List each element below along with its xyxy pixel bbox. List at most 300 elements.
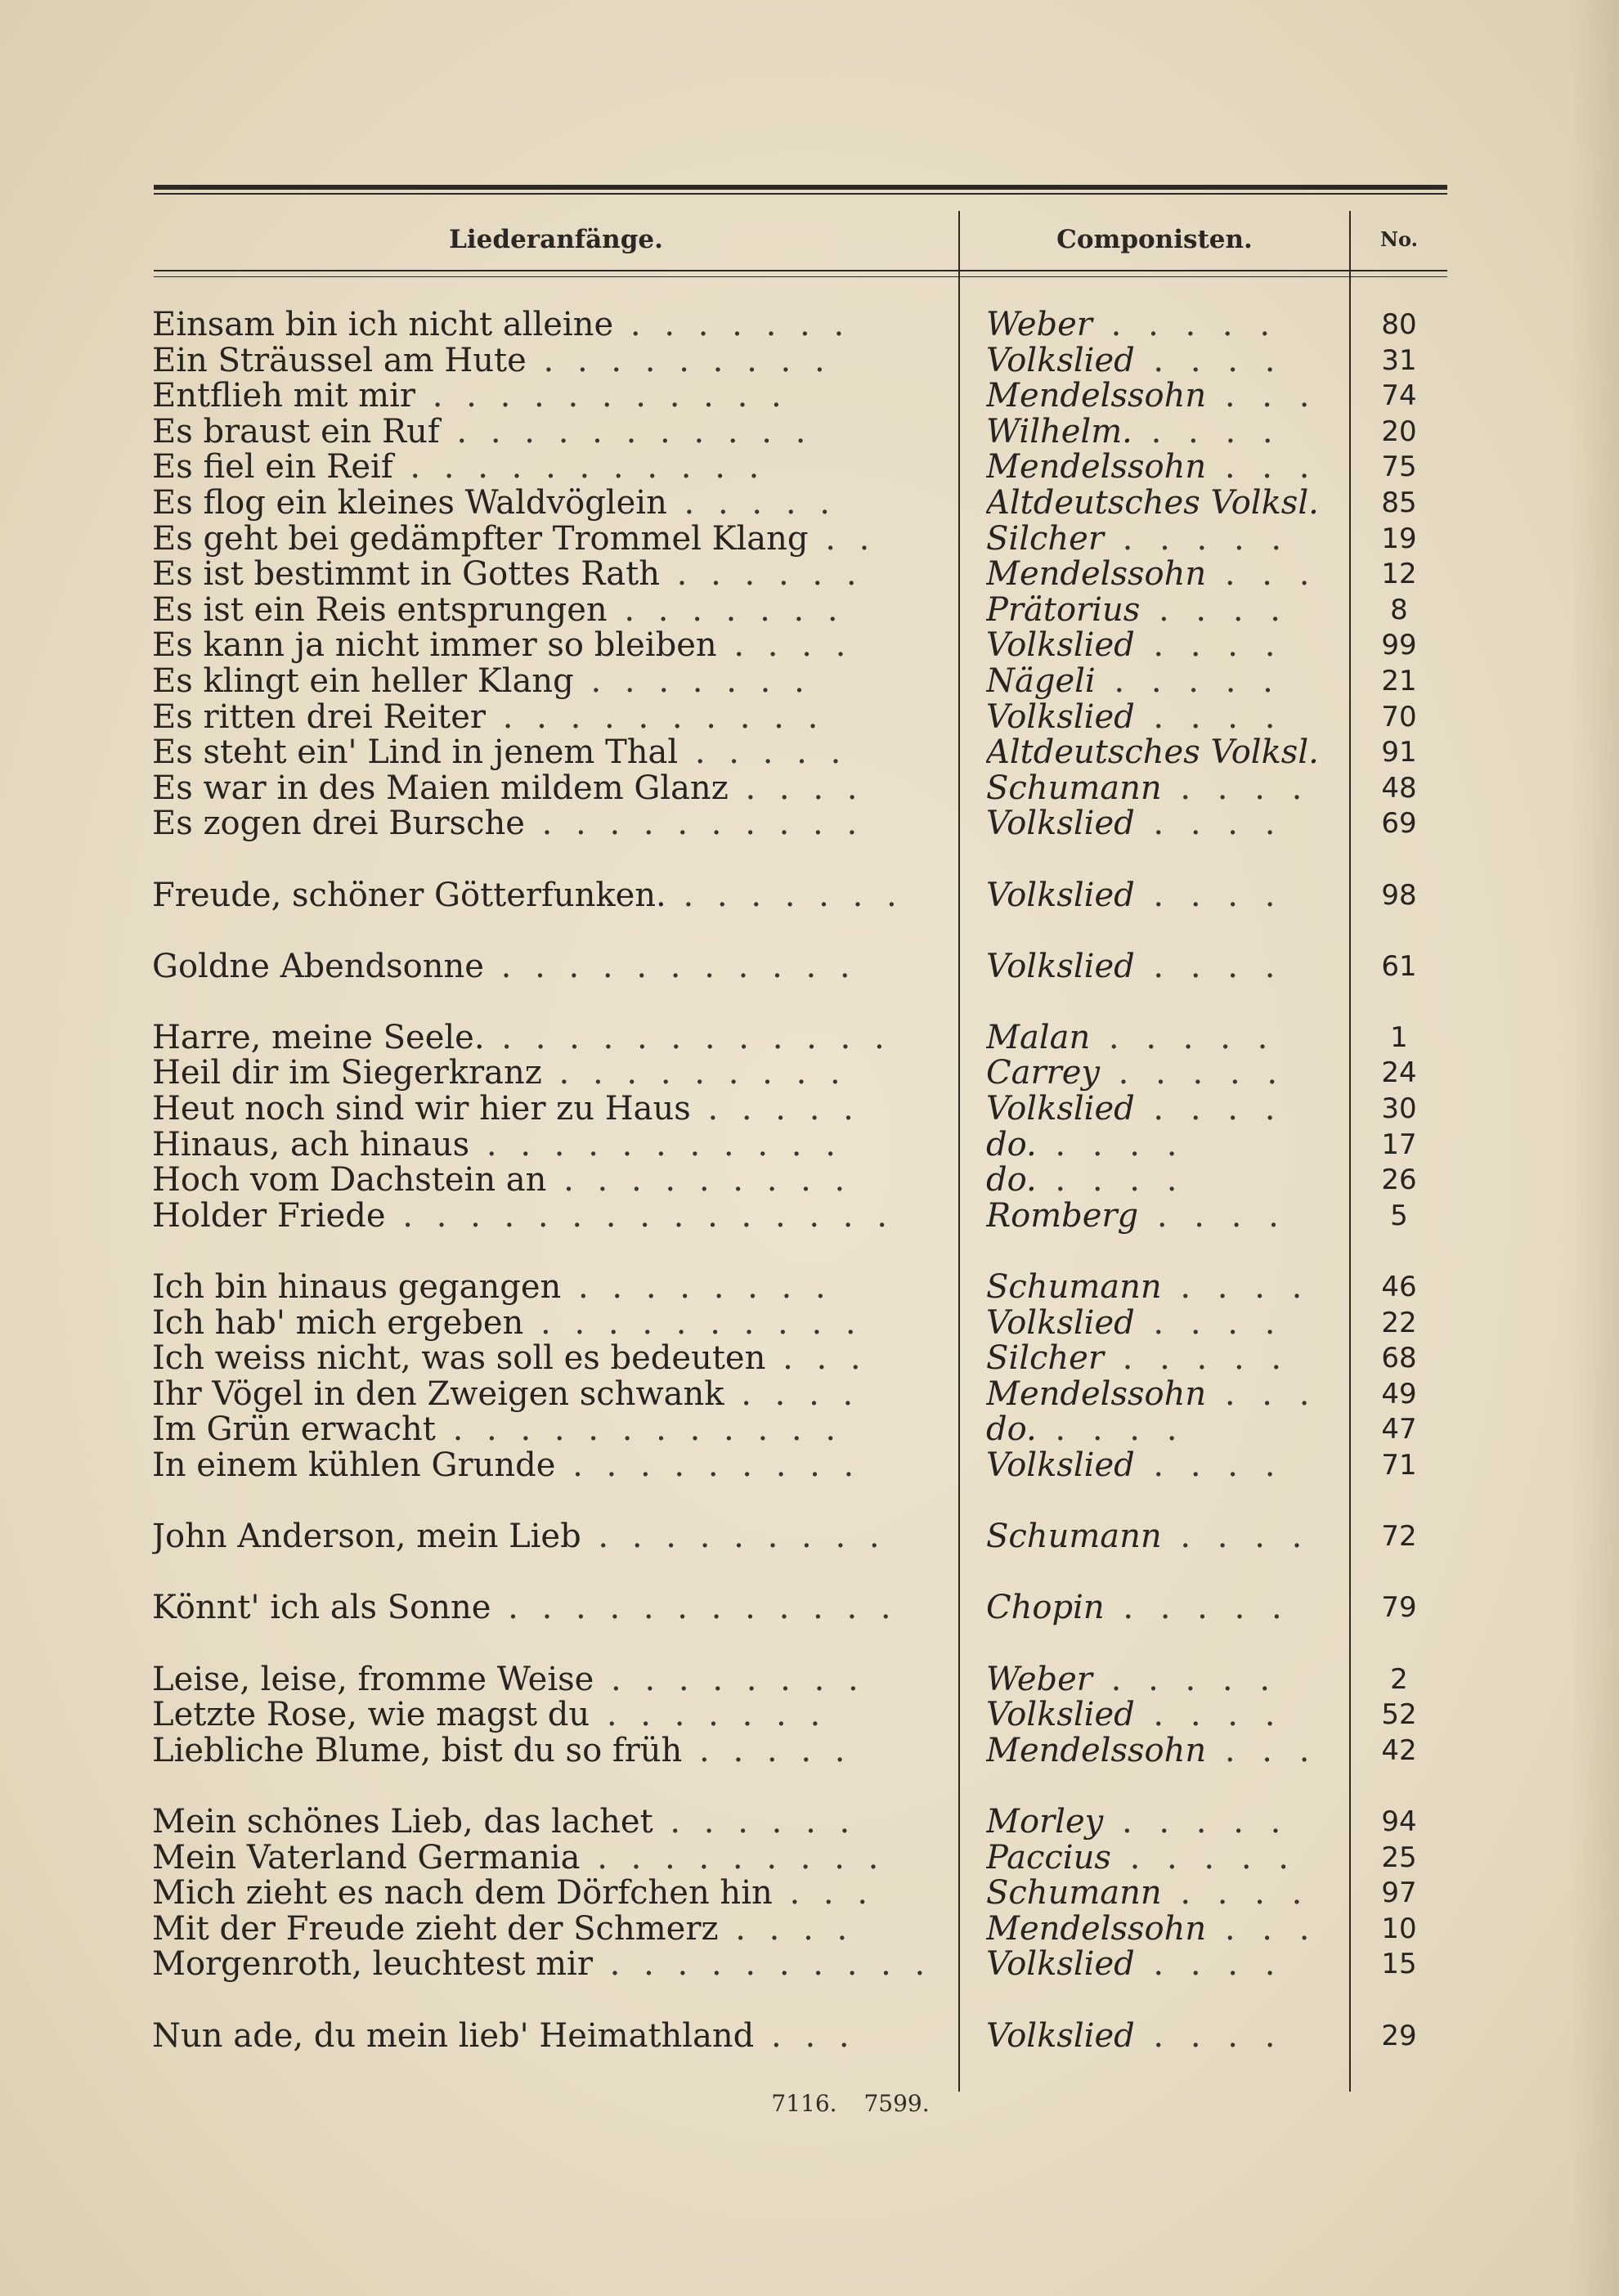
composer-cell: [986, 379, 1346, 415]
song-number: 29: [1381, 2019, 1417, 2052]
table-row: [0, 557, 1619, 593]
composer-name: Wilhelm.: [986, 414, 1132, 451]
leader-dots: . . . . .: [1103, 1341, 1290, 1377]
leader-dots: . . . .: [1161, 1270, 1311, 1306]
group-spacer: [0, 1555, 1619, 1591]
song-title-cell: [152, 735, 953, 771]
song-title: Holder Friede: [152, 1198, 386, 1235]
song-number: 52: [1381, 1698, 1417, 1732]
leader-dots: . . . . . . .: [613, 307, 851, 343]
song-title: Mit der Freude zieht der Schmerz: [152, 1911, 719, 1948]
composer-name: Silcher: [986, 521, 1104, 558]
song-title: Es klingt ein heller Klang: [152, 663, 574, 700]
song-title: Ich hab' mich ergeben: [152, 1305, 524, 1342]
leader-dots: . . . .: [1134, 699, 1284, 736]
composer-name: Volkslied: [986, 343, 1135, 379]
song-title-cell: [152, 307, 953, 343]
leader-dots: . . . . . . . . . .: [486, 699, 825, 736]
leader-dots: . . . . . .: [653, 1804, 857, 1841]
table-row: [0, 1092, 1619, 1128]
leader-dots: . . . . .: [666, 485, 836, 522]
composer-name: Weber: [986, 1661, 1092, 1698]
leader-dots: . . . . . . . . . . .: [392, 450, 766, 486]
table-row: [0, 1912, 1619, 1948]
song-title-cell: [152, 1519, 953, 1555]
column-header-composers: Componisten.: [1056, 225, 1253, 254]
composer-cell: [986, 1306, 1346, 1342]
table-row: [0, 1412, 1619, 1448]
composer-cell: [986, 878, 1346, 914]
song-number: 91: [1381, 736, 1417, 769]
song-title-cell: [152, 771, 953, 807]
group-spacer: [0, 1234, 1619, 1270]
table-row: [0, 1448, 1619, 1484]
table-row: [0, 343, 1619, 379]
leader-dots: . . . . . . . . . . .: [469, 1127, 842, 1164]
composer-cell: [986, 735, 1346, 771]
leader-dots: . . . .: [1140, 592, 1289, 629]
composer-name: Altdeutsches Volksl.: [986, 735, 1319, 771]
song-number: 17: [1381, 1128, 1417, 1161]
leader-dots: . .: [808, 521, 877, 558]
leader-dots: . . . .: [1036, 1163, 1186, 1199]
song-title-cell: [152, 557, 953, 593]
song-number: 10: [1381, 1912, 1417, 1945]
composer-name: Schumann: [986, 770, 1162, 807]
composer-name: Malan: [986, 1020, 1091, 1056]
leader-dots: . . . . . . .: [666, 877, 904, 914]
song-title-cell: [152, 1841, 953, 1877]
column-header-titles: Liederanfänge.: [449, 225, 663, 254]
song-number: 20: [1381, 415, 1417, 448]
song-number: 80: [1381, 308, 1417, 341]
header-rule-thin: [154, 276, 1447, 277]
song-number: 21: [1381, 664, 1417, 697]
table-row: [0, 1805, 1619, 1841]
header-rule: [154, 270, 1447, 271]
leader-dots: . . . .: [1134, 1092, 1284, 1128]
leader-dots: . . . .: [1134, 1448, 1284, 1484]
song-title: Hoch vom Dachstein an: [152, 1163, 547, 1199]
composer-name: Weber: [986, 307, 1092, 343]
composer-cell: [986, 700, 1346, 736]
table-row: [0, 735, 1619, 771]
leader-dots: . . . . .: [1103, 1804, 1289, 1841]
leader-dots: . . . . . . . . .: [581, 1519, 886, 1555]
leader-dots: . . . . . . . . . . . .: [435, 1412, 843, 1448]
song-title-cell: [152, 1448, 953, 1484]
song-number: 47: [1381, 1413, 1417, 1446]
song-title: Ich weiss nicht, was soll es bedeuten: [152, 1341, 766, 1377]
composer-cell: [986, 343, 1346, 379]
composer-name: Paccius: [986, 1840, 1111, 1877]
leader-dots: . . . . .: [1110, 1840, 1298, 1877]
song-title-cell: [152, 1341, 953, 1377]
song-title-cell: [152, 628, 953, 664]
leader-dots: . . .: [772, 1876, 875, 1912]
song-index-table: [0, 307, 1619, 2054]
composer-cell: [986, 1519, 1346, 1555]
composer-name: Mendelssohn: [986, 1911, 1207, 1948]
song-number: 30: [1381, 1092, 1417, 1126]
song-title: Im Grün erwacht: [152, 1412, 436, 1448]
song-number: 97: [1381, 1877, 1417, 1910]
composer-name: Prätorius: [986, 592, 1141, 629]
song-title-cell: [152, 450, 953, 486]
table-row: [0, 1270, 1619, 1306]
leader-dots: . . .: [1206, 557, 1318, 593]
composer-cell: [986, 806, 1346, 842]
leader-dots: . . . . .: [1099, 1056, 1286, 1092]
song-title-cell: [152, 1733, 953, 1769]
leader-dots: . . . . .: [678, 735, 848, 771]
song-title-cell: [152, 343, 953, 379]
song-title-cell: [152, 1020, 953, 1056]
composer-name: Schumann: [986, 1876, 1162, 1912]
song-title: Es war in des Maien mildem Glanz: [152, 770, 729, 807]
song-title: Entflieh mit mir: [152, 379, 416, 415]
song-title: Freude, schöner Götterfunken.: [152, 877, 666, 914]
leader-dots: . . . .: [728, 770, 864, 807]
composer-name: Morley: [986, 1804, 1104, 1841]
leader-dots: . . . . . . . . . . .: [439, 414, 813, 451]
leader-dots: . . . . . . .: [573, 663, 811, 700]
composer-cell: [986, 949, 1346, 985]
leader-dots: . . . . . . . . . .: [524, 806, 864, 842]
song-number: 70: [1381, 700, 1417, 733]
table-row: [0, 664, 1619, 700]
leader-dots: . . . .: [1161, 1876, 1311, 1912]
song-number: 99: [1381, 629, 1417, 662]
song-title-cell: [152, 1590, 953, 1626]
song-number: 69: [1381, 807, 1417, 841]
composer-name: Altdeutsches Volksl.: [986, 485, 1319, 522]
leader-dots: . . . . . .: [659, 557, 863, 593]
leader-dots: . . . . . . . . . . . . . . .: [385, 1198, 894, 1235]
song-title-cell: [152, 1805, 953, 1841]
song-number: 49: [1381, 1377, 1417, 1410]
composer-cell: [986, 1841, 1346, 1877]
composer-cell: [986, 1128, 1346, 1164]
song-title: Liebliche Blume, bist du so früh: [152, 1733, 683, 1769]
group-spacer: [0, 1626, 1619, 1662]
leader-dots: . . .: [765, 1341, 868, 1377]
table-row: [0, 1947, 1619, 1983]
song-title-cell: [152, 415, 953, 451]
song-title: Ihr Vögel in den Zweigen schwank: [152, 1376, 724, 1413]
song-title-cell: [152, 878, 953, 914]
composer-name: do.: [986, 1412, 1037, 1448]
table-row: [0, 949, 1619, 985]
composer-cell: [986, 1199, 1346, 1235]
composer-cell: [986, 1733, 1346, 1769]
composer-name: Carrey: [986, 1056, 1100, 1092]
composer-name: Romberg: [986, 1198, 1139, 1235]
composer-cell: [986, 307, 1346, 343]
composer-name: Volkslied: [986, 1305, 1135, 1342]
song-title: Nun ade, du mein lieb' Heimathland: [152, 2018, 755, 2055]
table-row: [0, 1341, 1619, 1377]
composer-name: Volkslied: [986, 699, 1135, 736]
song-number: 72: [1381, 1520, 1417, 1554]
song-title: Es braust ein Ruf: [152, 414, 440, 451]
leader-dots: . . . . .: [690, 1092, 860, 1128]
composer-cell: [986, 593, 1346, 629]
song-number: 22: [1381, 1306, 1417, 1339]
song-title: Es kann ja nicht immer so bleiben: [152, 628, 717, 664]
leader-dots: . . . .: [1036, 1412, 1186, 1448]
leader-dots: . . . . .: [1095, 663, 1281, 700]
song-number: 26: [1381, 1164, 1417, 1197]
table-row: [0, 1733, 1619, 1769]
song-title: Mein schönes Lieb, das lachet: [152, 1804, 653, 1841]
composer-name: do.: [986, 1127, 1037, 1164]
table-row: [0, 593, 1619, 629]
leader-dots: . . . . . . . . .: [555, 1448, 861, 1484]
table-row: [0, 700, 1619, 736]
leader-dots: . . . .: [1134, 1697, 1284, 1733]
song-title: Mein Vaterland Germania: [152, 1840, 581, 1877]
composer-name: Mendelssohn: [986, 1733, 1207, 1769]
song-number: 12: [1381, 558, 1417, 591]
leader-dots: . . . .: [1134, 806, 1284, 842]
composer-cell: [986, 771, 1346, 807]
song-number: 24: [1381, 1056, 1417, 1090]
composer-cell: [986, 1876, 1346, 1912]
table-row: [0, 1020, 1619, 1056]
table-row: [0, 2019, 1619, 2055]
composer-name: Volkslied: [986, 806, 1135, 842]
leader-dots: . . .: [754, 2018, 856, 2055]
song-title-cell: [152, 1056, 953, 1092]
song-title: Heil dir im Siegerkranz: [152, 1056, 542, 1092]
song-number: 31: [1381, 343, 1417, 377]
song-title-cell: [152, 1947, 953, 1983]
leader-dots: . . . . . . . . . . .: [483, 948, 857, 985]
song-title: Es flog ein kleines Waldvöglein: [152, 485, 667, 522]
table-row: [0, 1128, 1619, 1164]
song-title-cell: [152, 1306, 953, 1342]
song-title: Ich bin hinaus gegangen: [152, 1270, 562, 1306]
table-row: [0, 1590, 1619, 1626]
song-number: 98: [1381, 878, 1417, 912]
song-title: In einem kühlen Grunde: [152, 1448, 556, 1484]
composer-cell: [986, 1697, 1346, 1733]
leader-dots: . . . .: [1134, 877, 1284, 914]
song-number: 68: [1381, 1342, 1417, 1375]
column-header-number: No.: [1380, 227, 1418, 251]
song-title: Es zogen drei Bursche: [152, 806, 525, 842]
composer-cell: [986, 1448, 1346, 1484]
table-row: [0, 307, 1619, 343]
composer-cell: [986, 1377, 1346, 1413]
leader-dots: . . . . . . . . . .: [592, 1947, 932, 1983]
table-row: [0, 1697, 1619, 1733]
composer-name: Volkslied: [986, 877, 1135, 914]
song-title: Letzte Rose, wie magst du: [152, 1697, 590, 1733]
song-title-cell: [152, 1199, 953, 1235]
leader-dots: . . . .: [724, 1376, 860, 1413]
leader-dots: . . . .: [1161, 1519, 1311, 1555]
table-row: [0, 1377, 1619, 1413]
leader-dots: . . . . . . . .: [561, 1270, 832, 1306]
leader-dots: . . . .: [1134, 1947, 1284, 1983]
leader-dots: . . . .: [1134, 628, 1284, 664]
leader-dots: . . . .: [1134, 1305, 1284, 1342]
table-row: [0, 379, 1619, 415]
song-title: Es fiel ein Reif: [152, 450, 393, 486]
composer-cell: [986, 1590, 1346, 1626]
leader-dots: . . . .: [1138, 1198, 1287, 1235]
composer-name: Mendelssohn: [986, 1376, 1207, 1413]
song-title-cell: [152, 664, 953, 700]
composer-name: Nägeli: [986, 663, 1096, 700]
leader-dots: . . . .: [718, 1911, 854, 1948]
composer-cell: [986, 1412, 1346, 1448]
leader-dots: . . . .: [1134, 343, 1284, 379]
composer-cell: [986, 1341, 1346, 1377]
composer-name: Schumann: [986, 1270, 1162, 1306]
song-title: Es geht bei gedämpfter Trommel Klang: [152, 521, 809, 558]
composer-cell: [986, 1947, 1346, 1983]
leader-dots: . . . . . . . .: [594, 1661, 865, 1698]
table-row: [0, 1841, 1619, 1877]
leader-dots: . . .: [1206, 1733, 1318, 1769]
composer-cell: [986, 2019, 1346, 2055]
song-number: 48: [1381, 771, 1417, 805]
table-row: [0, 1662, 1619, 1698]
leader-dots: . . . . .: [1104, 1590, 1290, 1626]
leader-dots: . . .: [1206, 1911, 1318, 1948]
song-title-cell: [152, 1662, 953, 1698]
song-number: 79: [1381, 1591, 1417, 1625]
leader-dots: . . . . . . . . .: [541, 1056, 847, 1092]
leader-dots: . . . . . . . . .: [546, 1163, 852, 1199]
leader-dots: . . . . . . . . . . . .: [491, 1590, 898, 1626]
song-title: John Anderson, mein Lieb: [152, 1519, 581, 1555]
song-number: 75: [1381, 451, 1417, 484]
composer-name: Chopin: [986, 1590, 1105, 1626]
song-number: 8: [1390, 593, 1408, 626]
top-rule-thick: [154, 185, 1447, 190]
composer-cell: [986, 1092, 1346, 1128]
song-number: 5: [1390, 1199, 1408, 1232]
composer-cell: [986, 450, 1346, 486]
leader-dots: . . . . . . .: [590, 1697, 827, 1733]
group-spacer: [0, 842, 1619, 878]
song-title: Es ist ein Reis entsprungen: [152, 592, 608, 629]
leader-dots: . . . . . . . . .: [526, 343, 832, 379]
song-title: Heut noch sind wir hier zu Haus: [152, 1092, 691, 1128]
composer-cell: [986, 1163, 1346, 1199]
song-title-cell: [152, 1412, 953, 1448]
composer-cell: [986, 1805, 1346, 1841]
song-number: 2: [1390, 1662, 1408, 1696]
song-title-cell: [152, 1163, 953, 1199]
song-number: 25: [1381, 1841, 1417, 1874]
composer-cell: [986, 1020, 1346, 1056]
song-title-cell: [152, 1697, 953, 1733]
top-rule-thin: [154, 193, 1447, 195]
leader-dots: . . .: [1206, 1376, 1318, 1413]
song-title-cell: [152, 700, 953, 736]
composer-cell: [986, 628, 1346, 664]
song-title: Könnt' ich als Sonne: [152, 1590, 491, 1626]
song-title-cell: [152, 486, 953, 522]
composer-cell: [986, 486, 1346, 522]
song-title: Harre, meine Seele.: [152, 1020, 485, 1056]
table-row: [0, 1199, 1619, 1235]
song-title: Einsam bin ich nicht alleine: [152, 307, 614, 343]
leader-dots: . . . .: [1161, 770, 1311, 807]
song-title: Ein Sträussel am Hute: [152, 343, 527, 379]
leader-dots: . . . . . . . . . . .: [415, 379, 788, 415]
composer-cell: [986, 415, 1346, 451]
song-title-cell: [152, 2019, 953, 2055]
leader-dots: . . . .: [1036, 1127, 1186, 1164]
song-number: 46: [1381, 1271, 1417, 1304]
group-spacer: [0, 913, 1619, 949]
leader-dots: . . . . . . . . . . . .: [484, 1020, 891, 1056]
composer-cell: [986, 1056, 1346, 1092]
composer-cell: [986, 664, 1346, 700]
song-title-cell: [152, 1092, 953, 1128]
song-title: Leise, leise, fromme Weise: [152, 1661, 594, 1698]
song-number: 85: [1381, 486, 1417, 519]
composer-cell: [986, 522, 1346, 558]
table-row: [0, 806, 1619, 842]
composer-name: do.: [986, 1163, 1037, 1199]
song-title-cell: [152, 1876, 953, 1912]
composer-name: Schumann: [986, 1519, 1162, 1555]
composer-cell: [986, 1662, 1346, 1698]
group-spacer: [0, 1769, 1619, 1805]
song-title: Mich zieht es nach dem Dörfchen hin: [152, 1876, 773, 1912]
table-row: [0, 486, 1619, 522]
group-spacer: [0, 984, 1619, 1020]
table-row: [0, 522, 1619, 558]
song-title-cell: [152, 1912, 953, 1948]
composer-name: Mendelssohn: [986, 557, 1207, 593]
leader-dots: . . . . .: [1092, 1661, 1279, 1698]
table-row: [0, 878, 1619, 914]
leader-dots: . . . . . . .: [607, 592, 845, 629]
table-row: [0, 771, 1619, 807]
table-row: [0, 628, 1619, 664]
table-row: [0, 450, 1619, 486]
song-title: Hinaus, ach hinaus: [152, 1127, 470, 1164]
song-number: 94: [1381, 1805, 1417, 1838]
composer-name: Silcher: [986, 1341, 1104, 1377]
plate-numbers: 7116. 7599.: [771, 2090, 930, 2117]
composer-name: Volkslied: [986, 2018, 1135, 2055]
song-title-cell: [152, 522, 953, 558]
song-title-cell: [152, 1377, 953, 1413]
composer-name: Volkslied: [986, 1092, 1135, 1128]
leader-dots: . . . .: [1132, 414, 1281, 451]
table-row: [0, 415, 1619, 451]
leader-dots: . . . . .: [1090, 1020, 1276, 1056]
song-title: Es steht ein' Lind in jenem Thal: [152, 735, 679, 771]
composer-name: Mendelssohn: [986, 379, 1207, 415]
song-title-cell: [152, 1270, 953, 1306]
song-number: 1: [1390, 1020, 1408, 1054]
composer-name: Volkslied: [986, 1947, 1135, 1983]
leader-dots: . . . . . . . . .: [580, 1840, 886, 1877]
composer-name: Volkslied: [986, 948, 1135, 985]
table-row: [0, 1519, 1619, 1555]
leader-dots: . . . . .: [1092, 307, 1279, 343]
